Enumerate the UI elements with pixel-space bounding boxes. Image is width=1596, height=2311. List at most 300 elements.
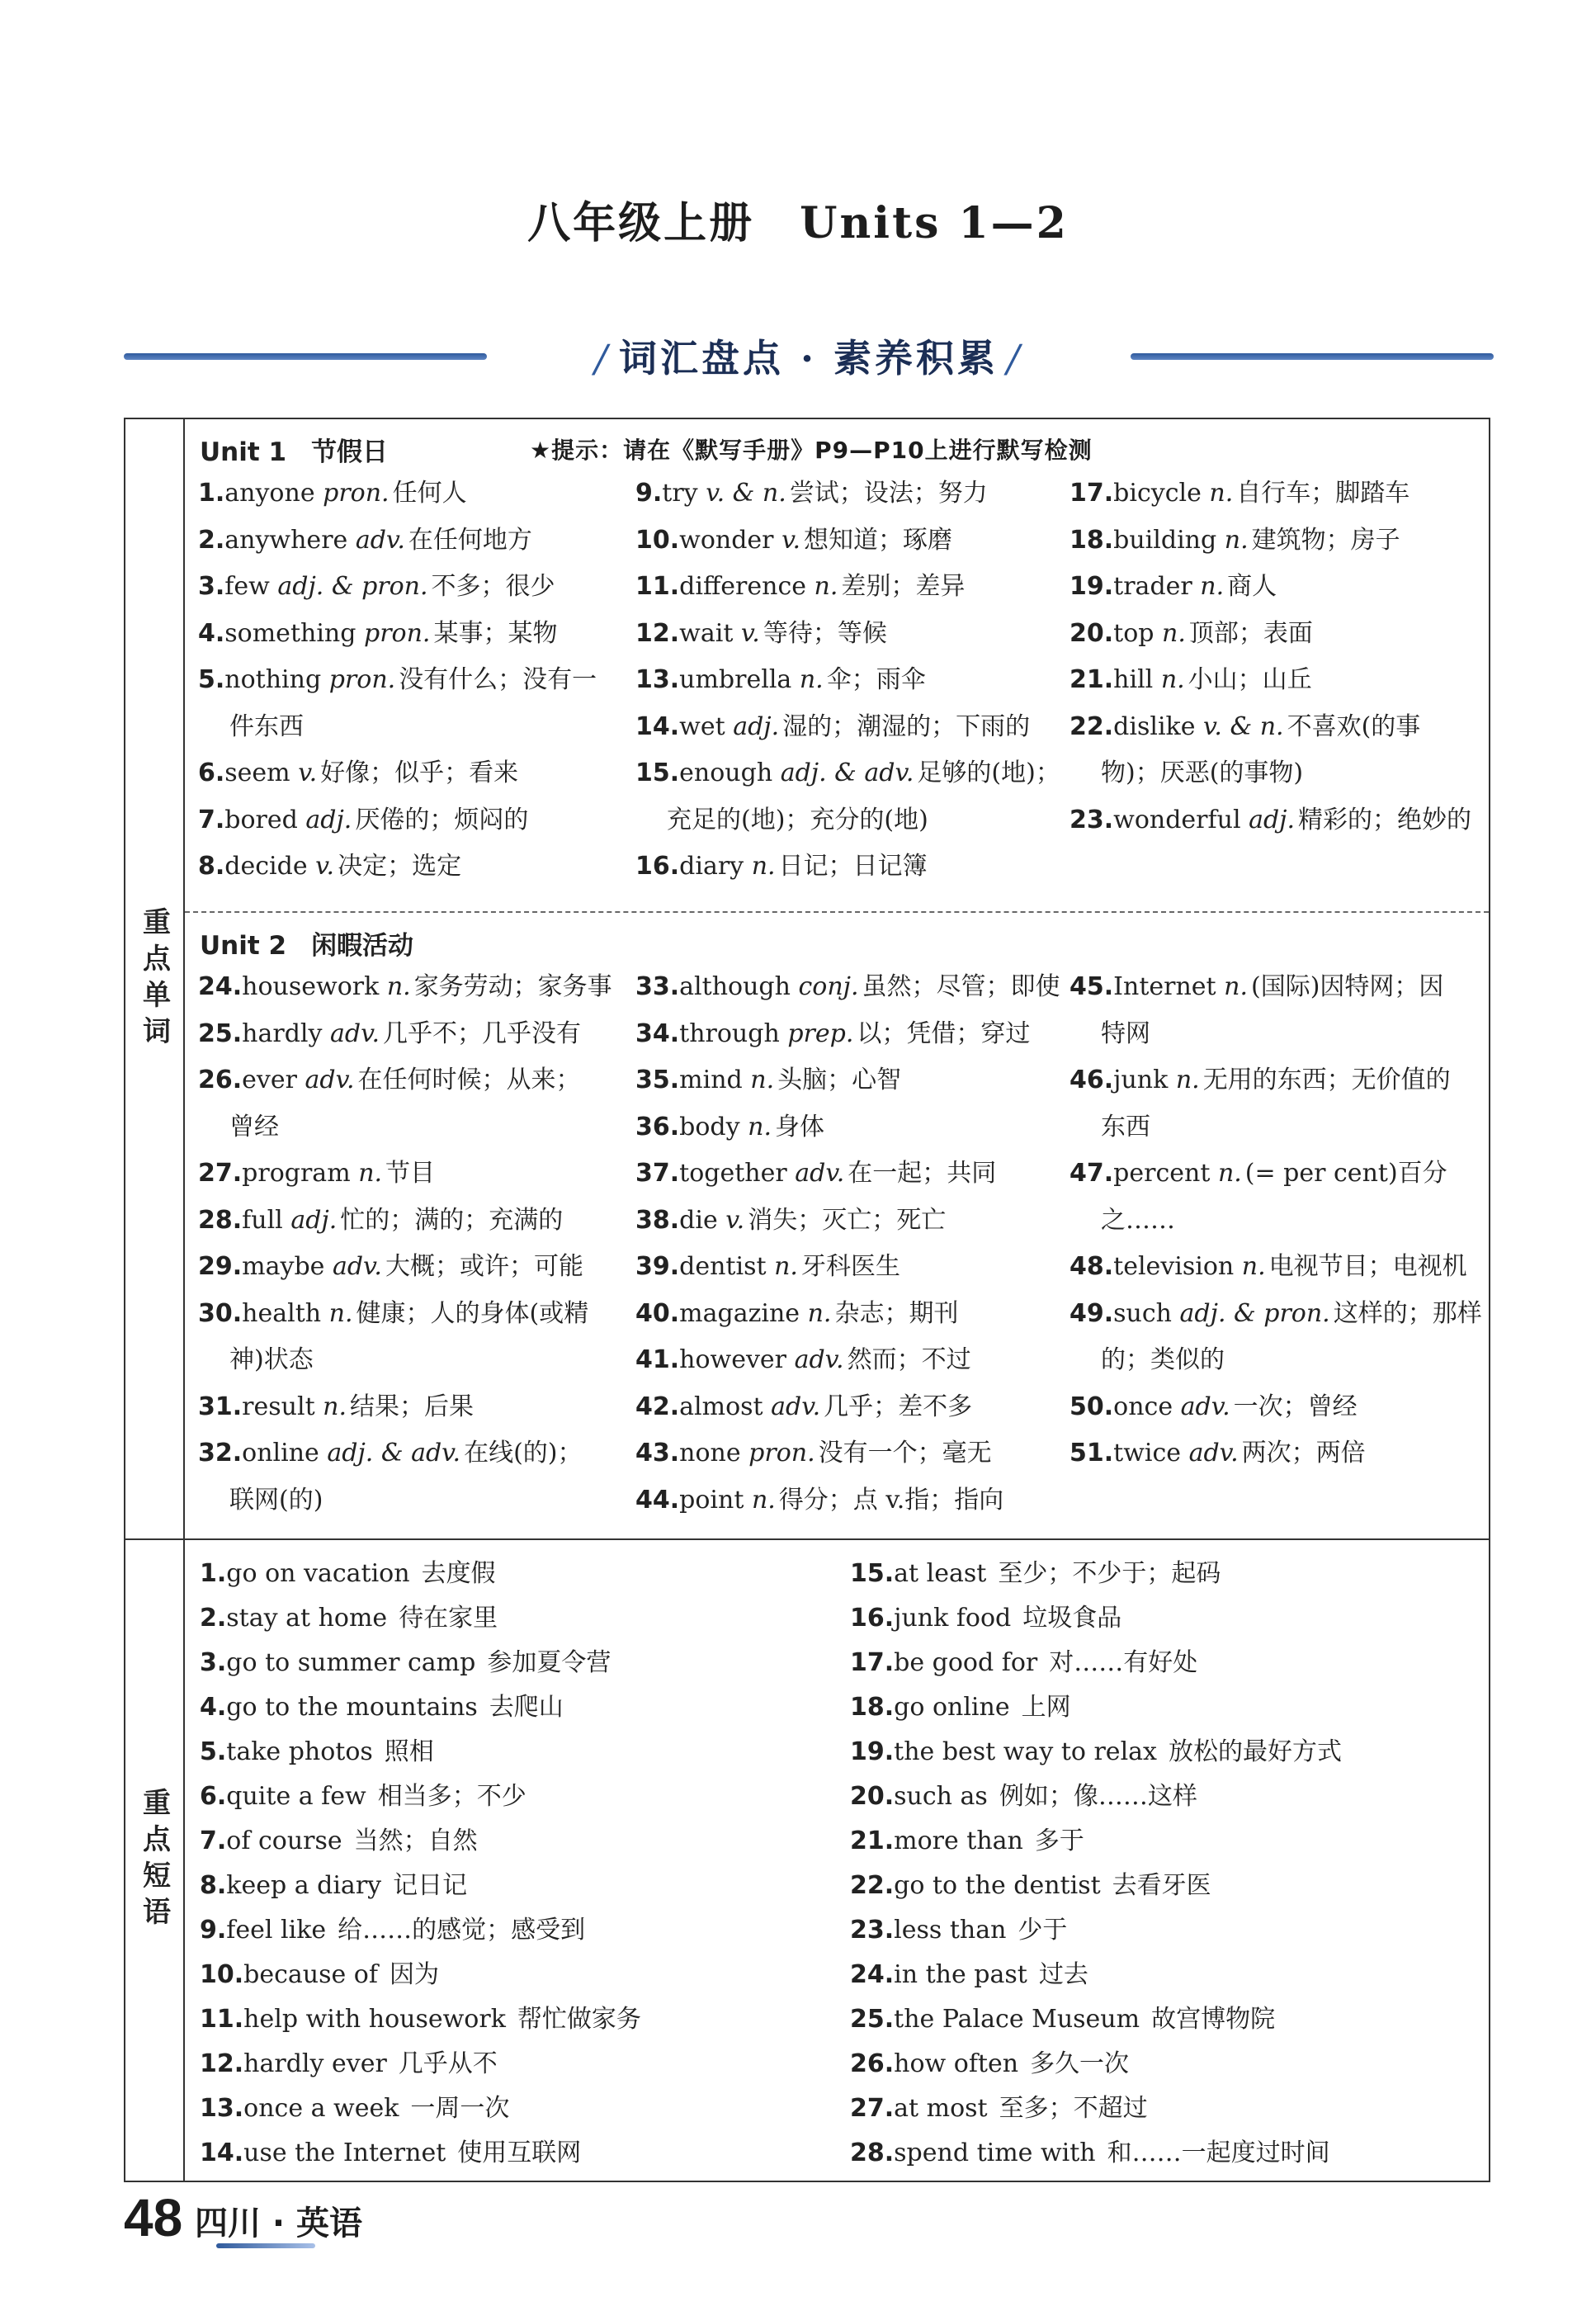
vocab-number: 44. bbox=[635, 1485, 680, 1515]
vocab-word: anywhere bbox=[224, 525, 348, 555]
vocab-entry bbox=[198, 611, 597, 658]
vocab-word: result bbox=[242, 1392, 315, 1421]
phrase-entry bbox=[200, 1596, 641, 1641]
vocab-part-of-speech: n. bbox=[1224, 972, 1249, 1001]
vocab-word: twice bbox=[1113, 1439, 1182, 1467]
unit1-title: 节假日 bbox=[311, 437, 389, 467]
vocab-meaning: 不喜欢(的事 bbox=[1287, 711, 1421, 741]
vocab-word: ever bbox=[242, 1066, 297, 1094]
phrase-number: 19. bbox=[850, 1737, 895, 1766]
vocab-word: almost bbox=[679, 1392, 763, 1421]
vocab-entry bbox=[635, 611, 1060, 658]
vocab-number: 13. bbox=[635, 665, 680, 694]
vocab-entry bbox=[1070, 1057, 1482, 1104]
vocab-word: trader bbox=[1113, 572, 1192, 601]
vocab-meaning: 身体 bbox=[774, 1112, 824, 1141]
vocab-part-of-speech: n. bbox=[1241, 1252, 1266, 1281]
vocab-entry-continuation bbox=[1070, 1011, 1482, 1058]
vocab-part-of-speech: n. bbox=[748, 1112, 772, 1141]
vocab-part-of-speech: conj. bbox=[798, 972, 859, 1001]
vocab-meaning: 几乎；差不多 bbox=[824, 1392, 973, 1421]
book-brand: 四川 · 英语 bbox=[195, 2205, 363, 2242]
vocab-entry bbox=[635, 1384, 1060, 1431]
phrase-entry bbox=[850, 2087, 1342, 2131]
vocab-word: hill bbox=[1113, 665, 1154, 694]
vocab-entry bbox=[1070, 797, 1471, 844]
vocab-word: few bbox=[224, 572, 270, 601]
vocab-part-of-speech: adv. bbox=[795, 1159, 845, 1188]
phrase-meaning: 参加夏令营 bbox=[487, 1648, 611, 1677]
vocab-part-of-speech: prep. bbox=[787, 1018, 854, 1048]
vocab-entry bbox=[198, 1151, 612, 1198]
phrase-entry bbox=[200, 1552, 641, 1596]
vocab-part-of-speech: v. bbox=[781, 525, 801, 555]
phrase-english: the best way to relax bbox=[894, 1737, 1157, 1766]
vocab-part-of-speech: adv. bbox=[1180, 1392, 1230, 1421]
phrase-entry bbox=[850, 1596, 1342, 1641]
vocab-entry bbox=[635, 1477, 1060, 1524]
vocab-entry bbox=[198, 517, 597, 565]
phrase-entry bbox=[200, 1908, 641, 1953]
phrase-meaning: 对……有好处 bbox=[1049, 1648, 1198, 1677]
vocab-number: 29. bbox=[198, 1252, 243, 1281]
phrase-entry bbox=[200, 1730, 641, 1775]
vocab-part-of-speech: n. bbox=[751, 852, 776, 881]
vocab-part-of-speech: n. bbox=[1200, 572, 1225, 601]
vocab-part-of-speech: adv. bbox=[330, 1018, 380, 1048]
vocab-part-of-speech: adv. bbox=[355, 525, 405, 555]
vocab-meaning: 精彩的；绝妙的 bbox=[1298, 805, 1472, 834]
vocab-word: such bbox=[1113, 1298, 1172, 1328]
phrase-number: 26. bbox=[850, 2049, 895, 2078]
vocab-meaning: 电视节目；电视机 bbox=[1268, 1252, 1467, 1281]
vocab-word: bored bbox=[224, 805, 298, 834]
vocab-entry bbox=[635, 1337, 1060, 1384]
phrase-entry bbox=[200, 2042, 641, 2087]
vocab-entry bbox=[635, 517, 1060, 565]
vocab-meaning: 虽然；尽管；即使 bbox=[862, 972, 1060, 1001]
vocab-meaning: 杂志；期刊 bbox=[834, 1298, 959, 1328]
vocab-entry bbox=[1070, 611, 1471, 658]
vocab-part-of-speech: n. bbox=[1175, 1066, 1200, 1094]
vocab-entry bbox=[635, 657, 1060, 704]
side-label-key-phrases-cell bbox=[125, 1540, 185, 2181]
vocab-part-of-speech: v. bbox=[315, 852, 335, 881]
vocab-entry bbox=[198, 657, 597, 704]
vocab-number: 41. bbox=[635, 1345, 680, 1374]
phrase-entry bbox=[850, 1953, 1342, 1997]
vocab-part-of-speech: n. bbox=[751, 1485, 776, 1515]
side-label-key-words: 重点单词 bbox=[137, 907, 171, 1052]
vocab-number: 25. bbox=[198, 1018, 243, 1048]
phrase-number: 2. bbox=[200, 1604, 227, 1633]
vocab-entry bbox=[1070, 470, 1471, 517]
vocab-entry bbox=[635, 844, 1060, 891]
phrase-english: once a week bbox=[243, 2094, 399, 2123]
vocab-number: 4. bbox=[198, 618, 225, 648]
vocab-word: body bbox=[679, 1112, 740, 1141]
vocab-meaning: 自行车；脚踏车 bbox=[1236, 479, 1410, 508]
vocab-word: seem bbox=[224, 759, 290, 787]
phrase-number: 5. bbox=[200, 1737, 227, 1766]
vocab-number: 9. bbox=[635, 479, 663, 508]
phrase-entry bbox=[200, 2087, 641, 2131]
vocab-word: something bbox=[224, 618, 357, 648]
vocab-entry bbox=[198, 1430, 612, 1477]
vocab-meaning: 建筑物；房子 bbox=[1251, 525, 1400, 555]
vocab-number: 21. bbox=[1070, 665, 1114, 694]
vocab-entry bbox=[1070, 1430, 1482, 1477]
vocab-word: program bbox=[242, 1159, 351, 1188]
vocab-word: wonder bbox=[679, 525, 774, 555]
vocab-meaning: 伞；雨伞 bbox=[826, 665, 926, 694]
vocab-meaning: 某事；某物 bbox=[433, 618, 558, 648]
vocab-part-of-speech: v. bbox=[740, 618, 760, 648]
vocab-part-of-speech: n. bbox=[814, 572, 838, 601]
phrase-meaning: 至多；不超过 bbox=[999, 2094, 1148, 2123]
phrase-english: the Palace Museum bbox=[894, 2005, 1140, 2034]
vocab-meaning: 无用的东西；无价值的 bbox=[1202, 1066, 1451, 1094]
vocab-meaning: 几乎不；几乎没有 bbox=[383, 1018, 582, 1048]
vocab-meaning: 任何人 bbox=[392, 479, 467, 508]
phrases-col2 bbox=[850, 1552, 1342, 2176]
phrase-entry bbox=[850, 2131, 1342, 2176]
phrase-entry bbox=[200, 1641, 641, 1685]
vocab-word: hardly bbox=[242, 1018, 323, 1048]
vocab-number: 48. bbox=[1070, 1252, 1114, 1281]
vocab-part-of-speech: pron. bbox=[748, 1439, 815, 1467]
phrase-number: 20. bbox=[850, 1782, 895, 1811]
vocab-entry bbox=[635, 1430, 1060, 1477]
vocab-entry-continuation bbox=[1070, 750, 1471, 797]
vocab-meaning: (= per cent)百分 bbox=[1244, 1159, 1447, 1188]
vocab-meaning: 牙科医生 bbox=[800, 1252, 900, 1281]
vocab-entry bbox=[1070, 657, 1471, 704]
vocab-meaning: 节目 bbox=[385, 1159, 436, 1188]
vocab-entry bbox=[635, 1011, 1060, 1058]
vocab-word: top bbox=[1113, 618, 1155, 648]
vocab-entry-continuation bbox=[198, 1477, 612, 1524]
vocab-meaning: 充足的(地)；充分的(地) bbox=[667, 805, 928, 834]
vocab-number: 51. bbox=[1070, 1439, 1114, 1467]
vocab-part-of-speech: adj. bbox=[1249, 805, 1296, 834]
vocab-entry bbox=[198, 1291, 612, 1338]
phrase-meaning: 少于 bbox=[1018, 1916, 1068, 1945]
phrase-meaning: 例如；像……这样 bbox=[999, 1782, 1197, 1811]
phrase-number: 25. bbox=[850, 2005, 895, 2034]
phrase-english: keep a diary bbox=[226, 1871, 382, 1900]
vocab-entry bbox=[198, 470, 597, 517]
vocab-entry-continuation bbox=[1070, 1104, 1482, 1151]
vocab-number: 40. bbox=[635, 1298, 680, 1328]
vocab-word: however bbox=[679, 1345, 787, 1374]
phrase-number: 4. bbox=[200, 1693, 227, 1722]
vocab-part-of-speech: v. bbox=[298, 759, 318, 787]
vocab-number: 43. bbox=[635, 1439, 680, 1467]
vocab-word: percent bbox=[1113, 1159, 1211, 1188]
vocab-number: 19. bbox=[1070, 572, 1114, 601]
vocab-meaning: 以；凭借；穿过 bbox=[857, 1018, 1031, 1048]
vocab-entry bbox=[1070, 1291, 1482, 1338]
vocab-part-of-speech: v. & n. bbox=[706, 479, 786, 508]
phrase-english: less than bbox=[894, 1916, 1007, 1945]
phrase-english: in the past bbox=[894, 1960, 1027, 1989]
vocab-entry bbox=[198, 964, 612, 1011]
vocab-meaning: 得分；点 v.指；指向 bbox=[778, 1485, 1004, 1515]
unit1-label: Unit 1 bbox=[200, 437, 287, 467]
phrase-meaning: 一周一次 bbox=[410, 2094, 510, 2123]
vocab-part-of-speech: n. bbox=[807, 1298, 832, 1328]
vocab-part-of-speech: n. bbox=[1209, 479, 1234, 508]
vocab-meaning: 消失；灭亡；死亡 bbox=[748, 1205, 947, 1235]
phrase-meaning: 记日记 bbox=[393, 1871, 468, 1900]
phrase-entry bbox=[850, 1552, 1342, 1596]
phrase-entry bbox=[850, 2042, 1342, 2087]
vocab-word: try bbox=[662, 479, 698, 508]
phrase-english: at most bbox=[894, 2094, 988, 2123]
vocab-entry bbox=[1070, 1151, 1482, 1198]
unit2-heading bbox=[200, 924, 413, 962]
vocab-word: bicycle bbox=[1113, 479, 1202, 508]
vocab-part-of-speech: n. bbox=[1217, 1159, 1242, 1188]
vocab-number: 10. bbox=[635, 525, 680, 555]
phrase-meaning: 过去 bbox=[1038, 1960, 1088, 1989]
phrase-meaning: 多于 bbox=[1034, 1827, 1084, 1855]
vocab-entry-continuation bbox=[1070, 1337, 1482, 1384]
vocab-part-of-speech: pron. bbox=[323, 479, 390, 508]
vocab-entry bbox=[635, 470, 1060, 517]
phrase-meaning: 帮忙做家务 bbox=[517, 2005, 641, 2034]
page-number: 48 bbox=[124, 2188, 183, 2247]
vocab-entry-continuation bbox=[198, 1337, 612, 1384]
vocab-number: 37. bbox=[635, 1159, 680, 1188]
section-banner bbox=[124, 324, 1494, 390]
vocab-meaning: 两次；两倍 bbox=[1241, 1439, 1366, 1467]
phrase-english: junk food bbox=[894, 1604, 1012, 1633]
vocab-part-of-speech: n. bbox=[1224, 525, 1249, 555]
vocab-part-of-speech: pron. bbox=[363, 618, 431, 648]
vocab-entry-continuation bbox=[198, 704, 597, 751]
vocab-entry bbox=[635, 1104, 1060, 1151]
phrase-number: 11. bbox=[200, 2005, 244, 2034]
vocab-meaning: 健康；人的身体(或精 bbox=[356, 1298, 589, 1328]
vocab-number: 42. bbox=[635, 1392, 680, 1421]
vocab-meaning: 一次；曾经 bbox=[1233, 1392, 1358, 1421]
phrase-number: 8. bbox=[200, 1871, 227, 1900]
vocab-meaning: (国际)因特网；因 bbox=[1251, 972, 1444, 1001]
vocab-meaning: 决定；选定 bbox=[338, 852, 462, 881]
vocab-word: decide bbox=[224, 852, 308, 881]
vocab-number: 7. bbox=[198, 805, 225, 834]
vocab-part-of-speech: adj. & pron. bbox=[277, 572, 428, 601]
vocab-part-of-speech: adj. & pron. bbox=[1179, 1298, 1330, 1328]
vocab-entry bbox=[1070, 517, 1471, 565]
vocab-meaning: 家务劳动；家务事 bbox=[413, 972, 612, 1001]
vocab-number: 26. bbox=[198, 1066, 243, 1094]
phrase-english: go to the dentist bbox=[894, 1871, 1101, 1900]
vocab-part-of-speech: adv. bbox=[305, 1066, 355, 1094]
vocab-number: 5. bbox=[198, 665, 225, 694]
vocab-number: 47. bbox=[1070, 1159, 1114, 1188]
phrase-number: 10. bbox=[200, 1960, 244, 1989]
vocab-meaning: 不多；很少 bbox=[431, 572, 555, 601]
vocab-meaning: 在线(的)； bbox=[464, 1439, 583, 1467]
vocab-part-of-speech: v. bbox=[725, 1205, 745, 1235]
phrase-english: quite a few bbox=[226, 1782, 366, 1811]
vocab-meaning: 大概；或许；可能 bbox=[385, 1252, 583, 1281]
vocab-entry bbox=[1070, 564, 1471, 611]
vocab-meaning: 没有一个；毫无 bbox=[818, 1439, 992, 1467]
vocab-word: once bbox=[1113, 1392, 1173, 1421]
vocab-number: 33. bbox=[635, 972, 680, 1001]
vocab-meaning: 好像；似乎；看来 bbox=[320, 759, 519, 787]
phrase-english: because of bbox=[243, 1960, 378, 1989]
vocab-number: 30. bbox=[198, 1298, 243, 1328]
phrase-entry bbox=[200, 1953, 641, 1997]
vocab-entry bbox=[198, 797, 597, 844]
vocab-meaning: 厌倦的；烦闷的 bbox=[355, 805, 529, 834]
phrase-english: how often bbox=[894, 2049, 1019, 2078]
phrase-english: hardly ever bbox=[243, 2049, 387, 2078]
phrase-number: 6. bbox=[200, 1782, 227, 1811]
vocab-word: although bbox=[679, 972, 791, 1001]
vocab-number: 32. bbox=[198, 1439, 243, 1467]
vocab-part-of-speech: n. bbox=[1162, 618, 1186, 648]
vocab-word: dentist bbox=[679, 1252, 767, 1281]
vocab-meaning: 物)；厌恶(的事物) bbox=[1101, 759, 1304, 787]
vocab-meaning: 足够的(地)； bbox=[917, 759, 1060, 787]
phrase-number: 21. bbox=[850, 1827, 895, 1855]
phrase-meaning: 相当多；不少 bbox=[377, 1782, 526, 1811]
phrase-entry bbox=[850, 1908, 1342, 1953]
side-label-key-words-cell bbox=[125, 419, 185, 1540]
phrase-number: 12. bbox=[200, 2049, 244, 2078]
vocab-meaning: 湿的；潮湿的；下雨的 bbox=[782, 711, 1031, 741]
phrase-english: take photos bbox=[226, 1737, 373, 1766]
vocab-number: 12. bbox=[635, 618, 680, 648]
phrase-english: spend time with bbox=[894, 2139, 1096, 2167]
phrase-meaning: 放松的最好方式 bbox=[1168, 1737, 1342, 1766]
vocab-word: die bbox=[679, 1205, 718, 1235]
phrase-english: go to the mountains bbox=[226, 1693, 478, 1722]
section-divider bbox=[125, 1538, 1489, 1540]
phrase-meaning: 几乎从不 bbox=[398, 2049, 498, 2078]
vocab-part-of-speech: pron. bbox=[328, 665, 396, 694]
vocab-entry bbox=[635, 1198, 1060, 1245]
phrase-entry bbox=[850, 1819, 1342, 1864]
vocab-word: Internet bbox=[1113, 972, 1216, 1001]
unit1-heading bbox=[200, 431, 388, 468]
phrases-col1 bbox=[200, 1552, 641, 2176]
vocab-number: 8. bbox=[198, 852, 225, 881]
phrase-number: 28. bbox=[850, 2139, 895, 2167]
vocab-meaning: 商人 bbox=[1227, 572, 1277, 601]
phrase-meaning: 至少；不少于；起码 bbox=[998, 1559, 1221, 1588]
phrase-number: 24. bbox=[850, 1960, 895, 1989]
vocab-number: 28. bbox=[198, 1205, 243, 1235]
vocab-entry bbox=[198, 564, 597, 611]
vocab-entry bbox=[198, 1384, 612, 1431]
phrase-entry bbox=[850, 1864, 1342, 1908]
vocab-word: mind bbox=[679, 1066, 743, 1094]
vocab-word: difference bbox=[679, 572, 806, 601]
vocab-entry bbox=[198, 750, 597, 797]
vocab-meaning: 想知道；琢磨 bbox=[804, 525, 953, 555]
vocab-entry-continuation bbox=[1070, 1198, 1482, 1245]
vocab-entry bbox=[635, 1057, 1060, 1104]
phrase-number: 3. bbox=[200, 1648, 227, 1677]
phrase-entry bbox=[200, 1775, 641, 1819]
vocab-word: magazine bbox=[679, 1298, 800, 1328]
unit2-col2 bbox=[635, 964, 1060, 1524]
vocab-meaning: 在任何时候；从来； bbox=[357, 1066, 581, 1094]
vocab-entry bbox=[635, 1244, 1060, 1291]
vocab-part-of-speech: adj. bbox=[733, 711, 780, 741]
vocab-meaning: 顶部；表面 bbox=[1188, 618, 1313, 648]
vocab-meaning: 特网 bbox=[1101, 1018, 1150, 1048]
phrase-meaning: 照相 bbox=[384, 1737, 434, 1766]
vocab-number: 46. bbox=[1070, 1066, 1114, 1094]
vocab-number: 18. bbox=[1070, 525, 1114, 555]
phrase-meaning: 和……一起度过时间 bbox=[1107, 2139, 1330, 2167]
phrase-english: stay at home bbox=[226, 1604, 388, 1633]
vocab-number: 38. bbox=[635, 1205, 680, 1235]
vocab-word: building bbox=[1113, 525, 1217, 555]
phrase-meaning: 去度假 bbox=[421, 1559, 496, 1588]
vocab-part-of-speech: adj. bbox=[305, 805, 352, 834]
page-title: 八年级上册 Units 1—2 bbox=[527, 198, 1069, 248]
vocab-entry bbox=[1070, 704, 1471, 751]
vocab-meaning: 差别；差异 bbox=[841, 572, 966, 601]
phrase-entry bbox=[850, 1997, 1342, 2042]
vocab-meaning: 等待；等候 bbox=[763, 618, 887, 648]
vocab-entry bbox=[635, 564, 1060, 611]
phrase-meaning: 垃圾食品 bbox=[1022, 1604, 1122, 1633]
phrase-english: go to summer camp bbox=[226, 1648, 476, 1677]
phrase-number: 16. bbox=[850, 1604, 895, 1633]
vocab-meaning: 之…… bbox=[1101, 1205, 1175, 1235]
vocab-word: maybe bbox=[242, 1252, 325, 1281]
vocab-part-of-speech: adj. & adv. bbox=[780, 759, 914, 787]
phrase-english: at least bbox=[894, 1559, 987, 1588]
vocab-meaning: 在一起；共同 bbox=[848, 1159, 997, 1188]
vocab-entry bbox=[635, 1291, 1060, 1338]
phrase-english: such as bbox=[894, 1782, 988, 1811]
phrase-meaning: 故宫博物院 bbox=[1151, 2005, 1276, 2034]
vocab-part-of-speech: n. bbox=[386, 972, 411, 1001]
vocab-part-of-speech: n. bbox=[323, 1392, 347, 1421]
vocab-entry bbox=[198, 1198, 612, 1245]
phrase-meaning: 去爬山 bbox=[489, 1693, 564, 1722]
vocab-number: 16. bbox=[635, 852, 680, 881]
phrase-number: 27. bbox=[850, 2094, 895, 2123]
vocab-entry bbox=[198, 1057, 612, 1104]
vocab-word: dislike bbox=[1113, 711, 1196, 741]
phrase-entry bbox=[200, 1997, 641, 2042]
vocab-entry bbox=[635, 964, 1060, 1011]
vocab-word: nothing bbox=[224, 665, 322, 694]
vocab-word: umbrella bbox=[679, 665, 792, 694]
vocab-entry bbox=[635, 1151, 1060, 1198]
phrase-entry bbox=[850, 1730, 1342, 1775]
vocab-number: 2. bbox=[198, 525, 225, 555]
vocab-word: through bbox=[679, 1018, 780, 1048]
vocab-word: wet bbox=[679, 711, 725, 741]
vocab-word: enough bbox=[679, 759, 773, 787]
phrase-meaning: 因为 bbox=[389, 1960, 439, 1989]
phrase-number: 23. bbox=[850, 1916, 895, 1945]
vocab-number: 27. bbox=[198, 1159, 243, 1188]
